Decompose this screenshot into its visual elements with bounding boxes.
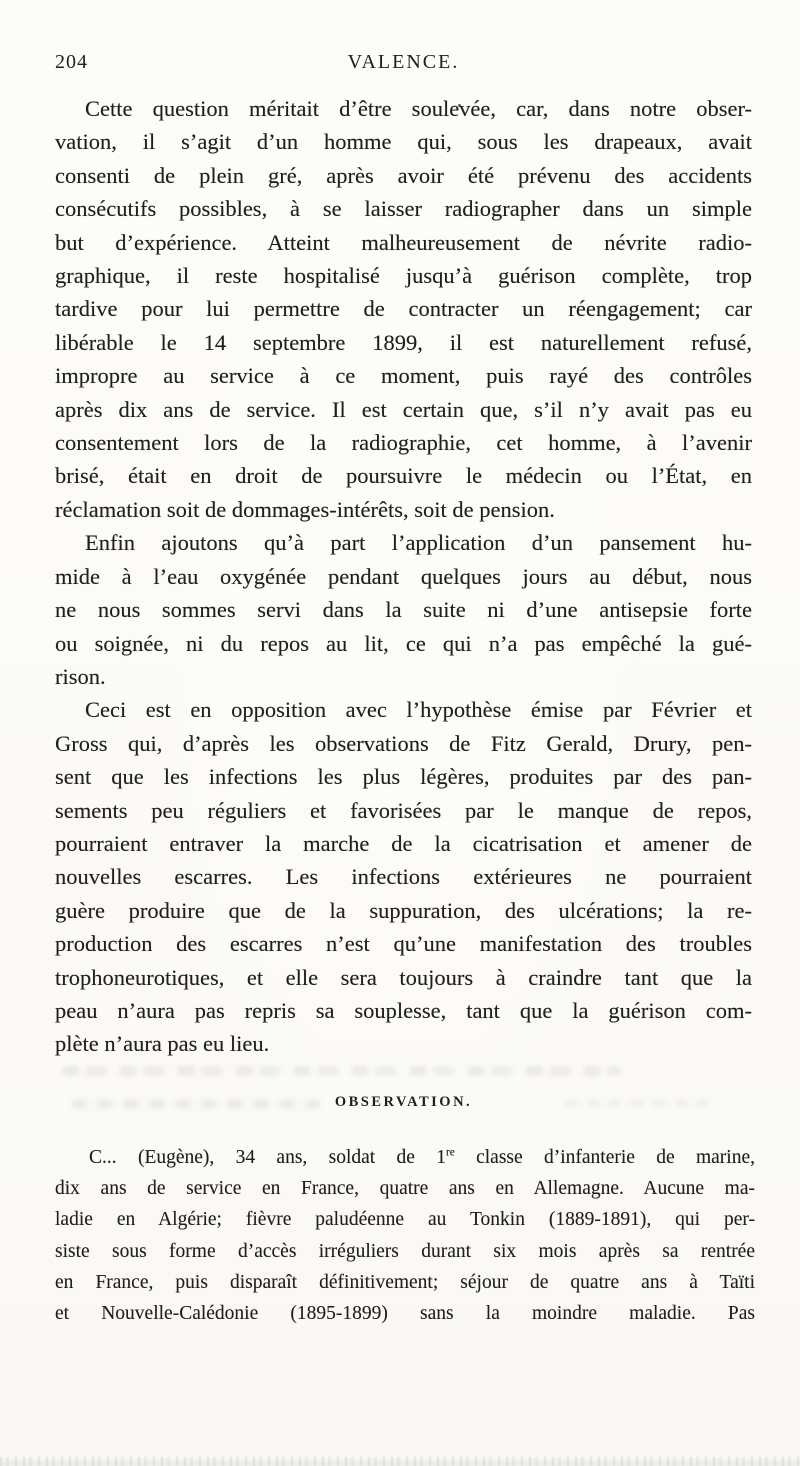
text-line: nouvelles escarres. Les infections extérieures ne pourraient xyxy=(55,864,752,890)
running-title: VALENCE. xyxy=(347,51,460,73)
text-line: plète n’aura pas eu lieu. xyxy=(55,1031,270,1057)
text-line: pourraient entraver la marche de la cicatrisation et amener de xyxy=(55,830,752,856)
text-line: tardive pour lui permettre de contracter un réengagement; car xyxy=(55,296,752,322)
text-line: Cette question méritait d’être soulevée, car, dans notre obser- xyxy=(85,96,752,121)
scan-edge-artifact xyxy=(0,1457,800,1466)
text-line: Enfin ajoutons qu’à part l’application d’un pansement hu- xyxy=(85,530,752,556)
text-line: C... (Eugène), 34 ans, soldat de 1re classe d’infanterie de marine, xyxy=(89,1146,755,1168)
superscript: re xyxy=(446,1146,455,1159)
text-line: brisé, était en droit de poursuivre le médecin ou l’État, en xyxy=(55,463,752,489)
page-number: 204 xyxy=(55,51,88,73)
text-line: siste sous forme d’accès irréguliers durant six mois après sa rentrée xyxy=(55,1240,755,1262)
paragraph xyxy=(55,693,752,1060)
paragraph xyxy=(55,1142,755,1329)
text-line: trophoneurotiques, et elle sera toujours à craindre tant que la xyxy=(55,964,752,990)
text-line: consécutifs possibles, à se laisser radiographer dans un simple xyxy=(55,196,752,222)
text-line: sements peu réguliers et favorisées par le manque de repos, xyxy=(55,797,752,823)
body-text-block xyxy=(55,92,752,1061)
text-line: Gross qui, d’après les observations de Fitz Gerald, Drury, pen- xyxy=(55,730,752,756)
observation-text-block xyxy=(55,1142,755,1329)
text-line: but d’expérience. Atteint malheureusement de névrite radio- xyxy=(55,229,752,255)
text-line: sent que les infections les plus légères, produites par des pan- xyxy=(55,764,752,790)
text-line: ou soignée, ni du repos au lit, ce qui n’a pas empêché la gué- xyxy=(55,630,752,656)
text-line: ladie en Algérie; fièvre paludéenne au Tonkin (1889-1891), qui per- xyxy=(55,1209,755,1231)
text-line: réclamation soit de dommages-intérêts, soit de pension. xyxy=(55,496,555,522)
text-line: dix ans de service en France, quatre ans en Allemagne. Aucune ma- xyxy=(55,1178,755,1200)
text-line: graphique, il reste hospitalisé jusqu’à guérison complète, trop xyxy=(55,263,752,289)
text-line: consenti de plein gré, après avoir été prévenu des accidents xyxy=(55,162,752,188)
text-line: production des escarres n’est qu’une manifestation des troubles xyxy=(55,931,752,957)
paragraph xyxy=(55,92,752,526)
ink-bleed-artifact xyxy=(62,1066,622,1076)
text-line: mide à l’eau oxygénée pendant quelques jours au début, nous xyxy=(55,563,752,589)
text-line: Ceci est en opposition avec l’hypothèse émise par Février et xyxy=(85,697,752,723)
text-line: impropre au service à ce moment, puis rayé des contrôles xyxy=(55,363,752,389)
running-head xyxy=(55,51,752,77)
text-line: ne nous sommes servi dans la suite ni d’une antisepsie forte xyxy=(55,597,752,623)
text-line: après dix ans de service. Il est certain que, s’il n’y avait pas eu xyxy=(55,396,752,422)
observation-heading: OBSERVATION. xyxy=(334,1094,473,1110)
text-line: peau n’aura pas repris sa souplesse, tant que la guérison com- xyxy=(55,997,752,1023)
text-line: en France, puis disparaît définitivement; séjour de quatre ans à Taïti xyxy=(55,1271,755,1293)
text-line: et Nouvelle-Calédonie (1895-1899) sans la moindre maladie. Pas xyxy=(55,1303,755,1325)
text-line: guère produire que de la suppuration, des ulcérations; la re- xyxy=(55,897,752,923)
text-line: consentement lors de la radiographie, cet homme, à l’avenir xyxy=(55,430,752,456)
text-line: libérable le 14 septembre 1899, il est naturellement refusé, xyxy=(55,329,752,355)
text-line: vation, il s’agit d’un homme qui, sous les drapeaux, avait xyxy=(55,129,752,155)
paragraph xyxy=(55,526,752,693)
text-line: rison. xyxy=(55,663,106,689)
